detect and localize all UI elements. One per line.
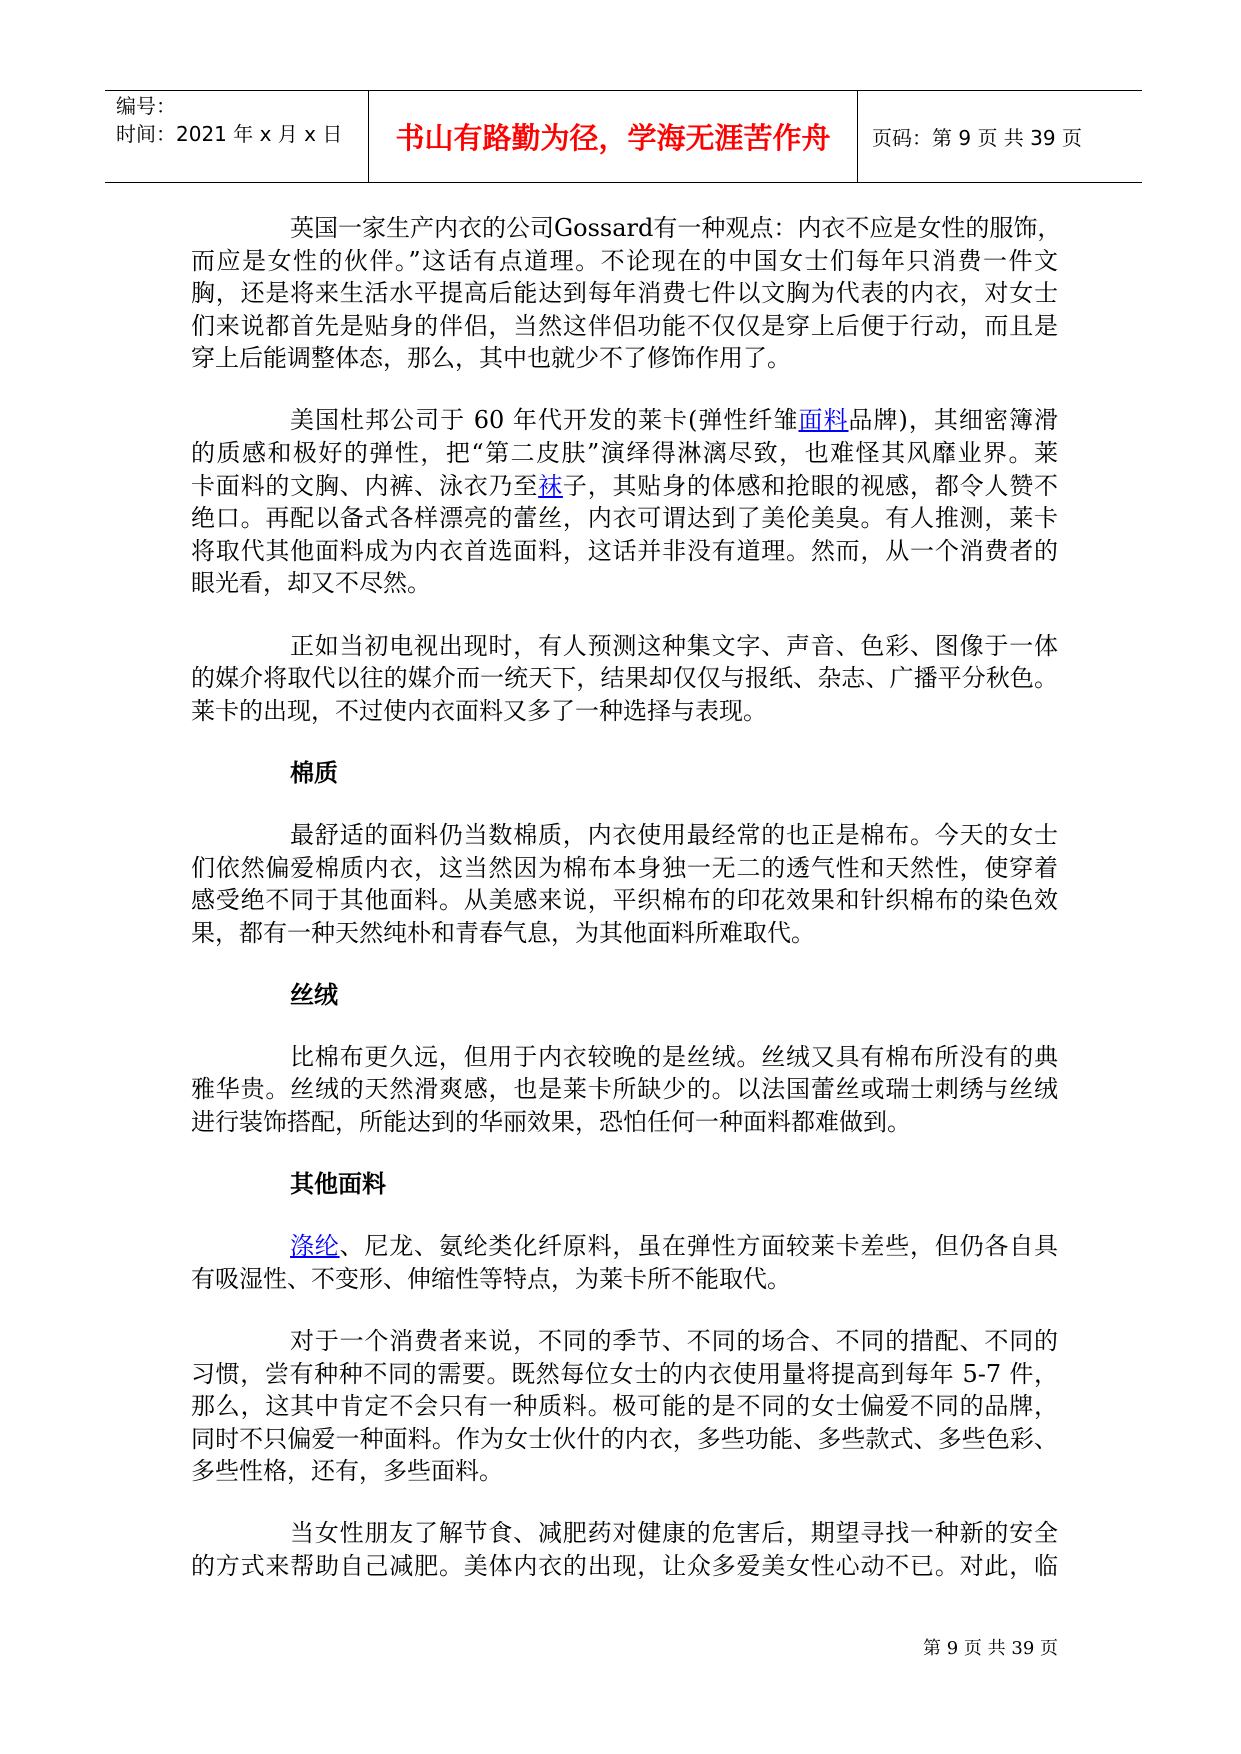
link-polyester[interactable]: 涤纶 — [290, 1232, 340, 1261]
line-text: 品牌)，其细密簿滑 — [848, 406, 1058, 435]
paragraph — [191, 630, 1058, 728]
paragraph — [191, 1517, 1058, 1582]
paragraph-line: 进行装饰搭配，所能达到的华丽效果，恐怕任何一种面料都难做到。 — [191, 1108, 911, 1137]
paragraph-line — [191, 1230, 1058, 1263]
paragraph-line — [191, 470, 1058, 503]
paragraph-line: 那么，这其中肯定不会只有一种质料。极可能的是不同的女士偏爱不同的品牌， — [191, 1392, 1058, 1421]
paragraph — [191, 819, 1058, 949]
header-page-info-cell — [858, 91, 1142, 182]
header-motto: 书山有路勤为径，学海无涯苦作舟 — [395, 121, 831, 155]
paragraph-line: 眼光看，却又不尽然。 — [191, 569, 431, 598]
paragraph-line: 莱卡的出现，不过使内衣面料又多了一种选择与表现。 — [191, 696, 767, 725]
header-meta-cell — [105, 91, 369, 182]
paragraph-line: 的方式来帮助自己减肥。美体内衣的出现，让众多爱美女性心动不已。对此，临 — [191, 1552, 1058, 1580]
section-heading-cotton: 棉质 — [290, 758, 338, 787]
paragraph-line: 英国一家生产内衣的公司Gossard有一种观点：内衣不应是女性的服饰， — [290, 214, 1062, 242]
header-motto-cell — [369, 91, 858, 182]
paragraph-line — [191, 404, 1058, 437]
paragraph-line: 们来说都首先是贴身的伴侣，当然这伴侣功能不仅仅是穿上后便于行动，而且是 — [191, 311, 1058, 340]
link-socks[interactable]: 袜 — [538, 471, 563, 500]
paragraph-line: 绝口。再配以备式各样漂亮的蕾丝，内衣可谓达到了美伦美臭。有人推测，莱卡 — [191, 504, 1058, 533]
paragraph-line: 而应是女性的伙伴。”这话有点道理。不论现在的中国女士们每年只消费一件文 — [191, 246, 1058, 275]
paragraph-line: 对于一个消费者来说，不同的季节、不同的场合、不同的措配、不同的 — [290, 1326, 1058, 1355]
paragraph-line: 当女性朋友了解节食、减肥药对健康的危害后，期望寻找一种新的安全 — [290, 1519, 1058, 1548]
page-header — [105, 90, 1142, 183]
paragraph-line: 比棉布更久远，但用于内衣较晚的是丝绒。丝绒又具有棉布所没有的典 — [290, 1042, 1058, 1071]
paragraph — [191, 1325, 1058, 1488]
section-heading-velvet: 丝绒 — [290, 980, 338, 1009]
header-page-info: 页码：第 9 页 共 39 页 — [872, 126, 1082, 150]
paragraph — [191, 212, 1062, 375]
paragraph — [191, 1230, 1058, 1295]
paragraph-line: 雅华贵。丝绒的天然滑爽感，也是莱卡所缺少的。以法国蕾丝或瑞士刺绣与丝绒 — [191, 1075, 1058, 1104]
line-text: 卡面料的文胸、内裤、泳衣乃至 — [191, 471, 539, 500]
paragraph-line: 将取代其他面料成为内衣首选面料，这话并非没有道理。然而，从一个消费者的 — [191, 536, 1058, 565]
paragraph-line: 果，都有一种天然纯朴和青春气息，为其他面料所难取代。 — [191, 918, 815, 947]
paragraph-line: 有吸湿性、不变形、伸缩性等特点，为莱卡所不能取代。 — [191, 1264, 791, 1293]
document-number-label: 编号： — [116, 94, 176, 118]
paragraph — [191, 1041, 1058, 1139]
link-fabric[interactable]: 面料 — [798, 406, 849, 435]
line-text: 美国杜邦公司于 60 年代开发的莱卡(弹性纤雏 — [290, 406, 799, 435]
line-text: 、尼龙、氨纶类化纤原料，虽在弹性方面较莱卡差些，但仍各自具 — [339, 1232, 1059, 1261]
paragraph-line: 的媒介将取代以往的媒介而一统天下，结果却仅仅与报纸、杂志、广播平分秋色。 — [191, 664, 1058, 693]
paragraph-line: 同时不只偏爱一种面料。作为女士伙什的内衣，多些功能、多些款式、多些色彩、 — [191, 1424, 1058, 1453]
document-time-label: 时间：2021 年 x 月 x 日 — [116, 122, 343, 146]
page-footer-number: 第 9 页 共 39 页 — [923, 1638, 1058, 1659]
paragraph-line: 习惯，尝有种种不同的需要。既然每位女士的内衣使用量将提高到每年 5-7 件， — [191, 1359, 1058, 1388]
paragraph-line: 多些性格，还有，多些面料。 — [191, 1457, 503, 1486]
paragraph-line: 胸，还是将来生活水平提高后能达到每年消费七件以文胸为代表的内衣，对女士 — [191, 279, 1058, 308]
section-heading-other-fabrics: 其他面料 — [290, 1170, 386, 1199]
line-text: 子，其贴身的体感和抢眼的视感，都令人赞不 — [562, 471, 1059, 500]
paragraph-line: 穿上后能调整体态，那么，其中也就少不了修饰作用了。 — [191, 344, 791, 373]
paragraph — [191, 404, 1058, 600]
paragraph-line: 正如当初电视出现时，有人预测这种集文字、声音、色彩、图像于一体 — [290, 631, 1058, 660]
paragraph-line: 们依然偏爱棉质内衣，这当然因为棉布本身独一无二的透气性和天然性，使穿着 — [191, 853, 1058, 882]
paragraph-line: 感受绝不同于其他面料。从美感来说，平织棉布的印花效果和针织棉布的染色效 — [191, 886, 1058, 915]
paragraph-line: 最舒适的面料仍当数棉质，内衣使用最经常的也正是棉布。今天的女士 — [290, 820, 1058, 849]
document-body — [191, 212, 1062, 1612]
paragraph-line: 的质感和极好的弹性，把“第二皮肤”演绎得淋漓尽致，也难怪其风靡业界。莱 — [191, 439, 1058, 468]
